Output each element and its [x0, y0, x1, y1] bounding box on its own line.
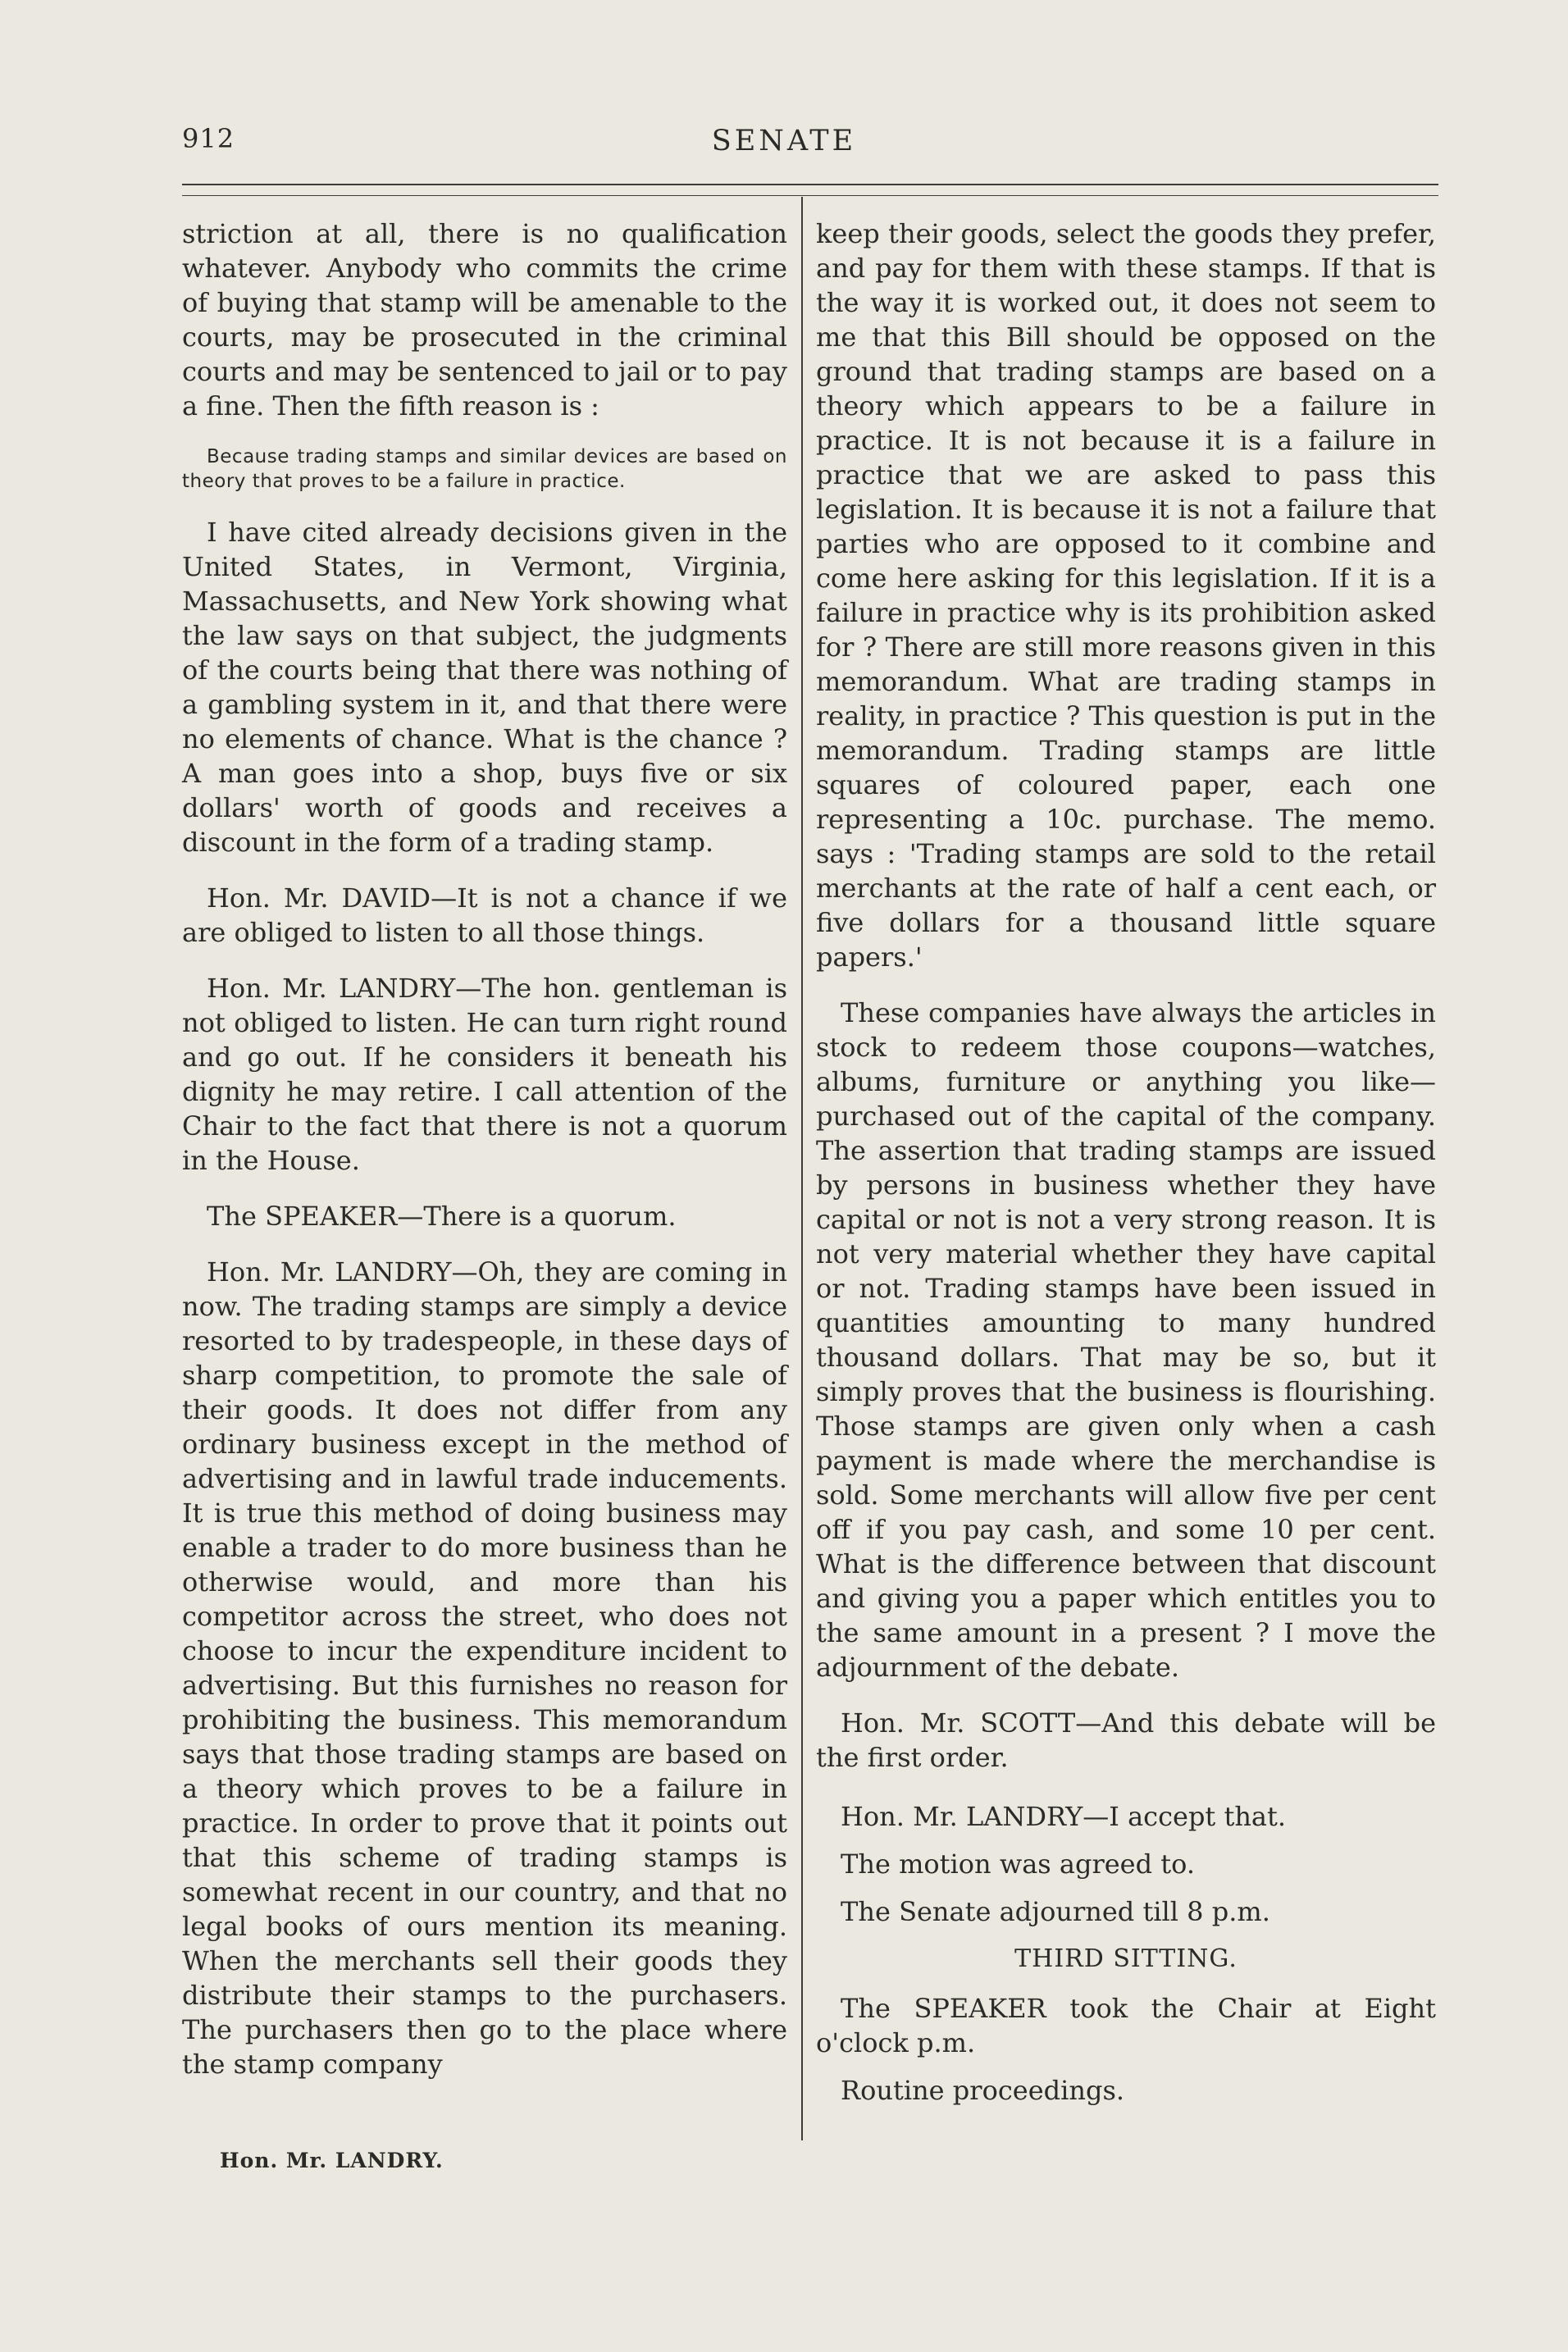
left-paragraph-5: The SPEAKER—There is a quorum. — [207, 1201, 677, 1232]
right-column — [816, 217, 1436, 2121]
right-paragraph-2: These companies have always the articles in stock to redeem those coupons—watches, albums, furniture or anything you like—purchased out of the capital of the company. The assertion that trading stamps are issued by persons in business whether they have capital or not is not a very strong reason. It is not very material whether they have capital or not. Trading stamps have been issued in quantities amounting to many hundred thousand dollars. That may be so, but it simply proves that the business is flourishing. Those stamps are given only when a cash payment is made where the merchandise is sold. Some merchants will allow five per cent off if you pay cash, and some 10 per cent. What is the difference between that discount and giving you a paper which entitles you to the same amount in a present ? I move the adjournment of the debate. — [816, 997, 1436, 1683]
left-paragraph-4: Hon. Mr. LANDRY—The hon. gentleman is not obliged to listen. He can turn right round and go out. If he considers it beneath his dignity he may retire. I call attention of the Chair to the fact that there is not a quorum in the House. — [182, 973, 787, 1176]
right-paragraph-8: Routine proceedings. — [841, 2075, 1125, 2106]
left-paragraph-3: Hon. Mr. DAVID—It is not a chance if we are obliged to listen to all those things. — [182, 882, 787, 948]
right-paragraph-3: Hon. Mr. SCOTT—And this debate will be the first order. — [816, 1707, 1436, 1773]
header-rule-bottom — [182, 195, 1438, 196]
right-paragraph-7: The SPEAKER took the Chair at Eight o'clock p.m. — [816, 1993, 1436, 2058]
footer-speaker-line: Hon. Mr. LANDRY. — [220, 2149, 444, 2172]
right-paragraph-6: The Senate adjourned till 8 p.m. — [841, 1896, 1270, 1927]
right-paragraph-5: The motion was agreed to. — [841, 1848, 1195, 1880]
column-divider — [801, 197, 803, 2140]
running-head: SENATE — [711, 125, 857, 157]
right-paragraph-1: keep their goods, select the goods they prefer, and pay for them with these stamps. If that is the way it is worked out, it does not seem to me that this Bill should be opposed on the ground that trading stamps are based on a theory which appears to be a failure in practice. It is not because it is a failure in practice that we are asked to pass this legislation. It is because it is not a failure that parties who are opposed to it combine and come here asking for this legislation. If it is a failure in practice why is its prohibition asked for ? There are still more reasons given in this memorandum. What are trading stamps in reality, in practice ? This question is put in the memorandum. Trading stamps are little squares of coloured paper, each one representing a 10c. purchase. The memo. says : 'Trading stamps are sold to the retail merchants at the rate of half a cent each, or five dollars for a thousand little square papers.' — [816, 218, 1436, 973]
left-column — [182, 217, 787, 2103]
left-paragraph-2: I have cited already decisions given in the United States, in Vermont, Virginia, Massachusetts, and New York showing what the law says on that subject, the judgments of the courts being that there was nothing of a gambling system in it, and that there were no elements of chance. What is the chance ? A man goes into a shop, buys five or six dollars' worth of goods and receives a discount in the form of a trading stamp. — [182, 517, 787, 858]
left-paragraph-6: Hon. Mr. LANDRY—Oh, they are coming in now. The trading stamps are simply a device resorted to by tradespeople, in these days of sharp competition, to promote the sale of their goods. It does not differ from any ordinary business except in the method of advertising and in lawful trade inducements. It is true this method of doing business may enable a trader to do more business than he otherwise would, and more than his competitor across the street, who does not choose to incur the expenditure incident to advertising. But this furnishes no reason for prohibiting the business. This memorandum says that those trading stamps are based on a theory which proves to be a failure in practice. In order to prove that it points out that this scheme of trading stamps is somewhat recent in our country, and that no legal books of ours mention its meaning. When the merchants sell their goods they distribute their stamps to the purchasers. The purchasers then go to the place where the stamp company — [182, 1256, 787, 2080]
header-rule-top — [182, 184, 1438, 185]
page-number: 912 — [182, 123, 235, 154]
left-paragraph-1: striction at all, there is no qualification whatever. Anybody who commits the crime of buying that stamp will be amenable to the courts, may be prosecuted in the criminal courts and may be sentenced to jail or to pay a fine. Then the fifth reason is : — [182, 218, 787, 422]
sitting-heading: THIRD SITTING. — [1014, 1944, 1238, 1973]
quoted-reason: Because trading stamps and similar devices are based on theory that proves to be a failure in practice. — [182, 446, 787, 492]
right-paragraph-4: Hon. Mr. LANDRY—I accept that. — [841, 1801, 1287, 1832]
